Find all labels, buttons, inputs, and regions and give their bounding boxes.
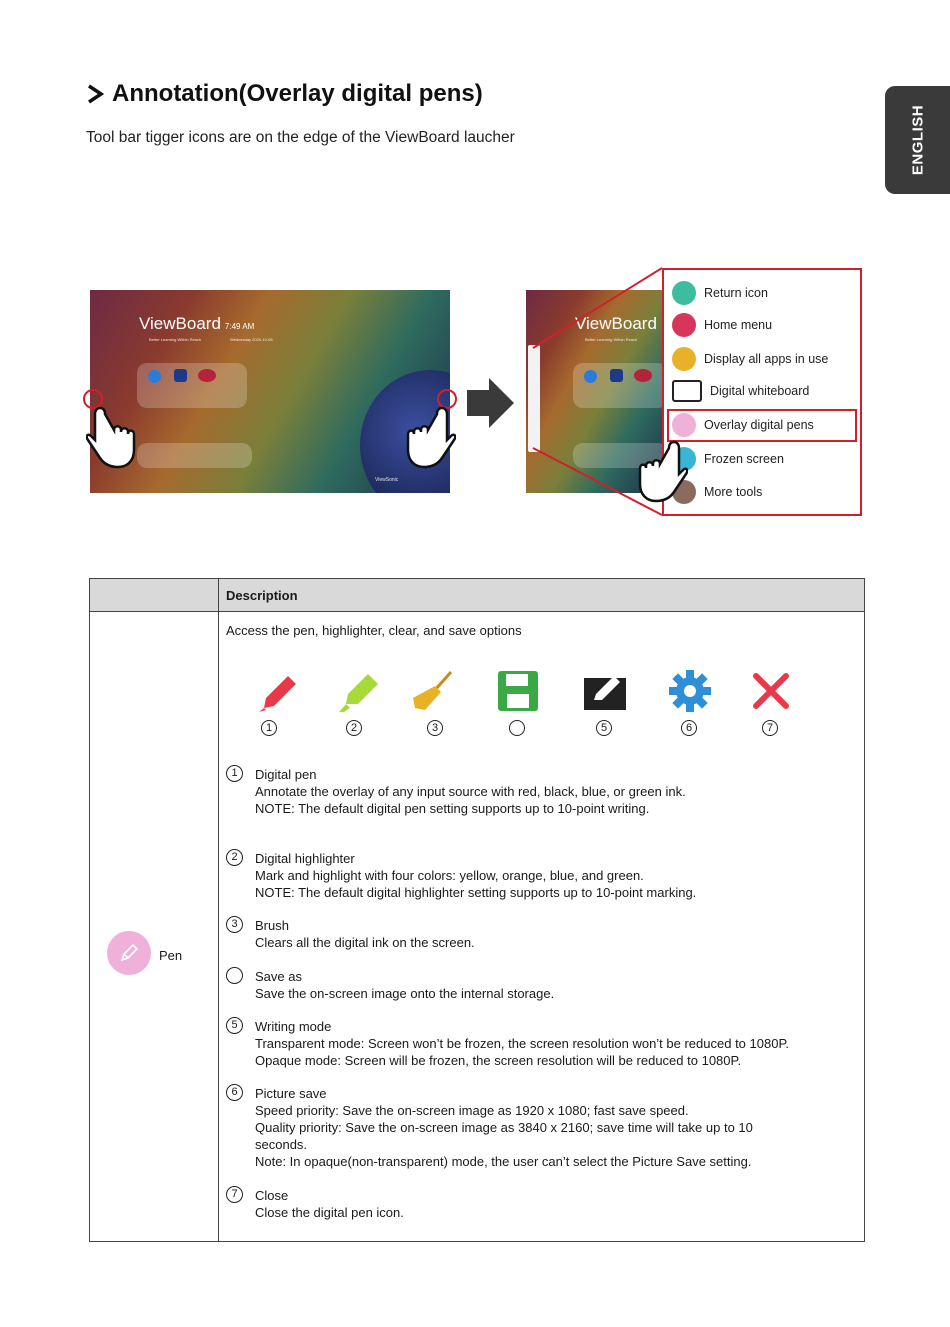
description-item (255, 1187, 404, 1221)
tap-hand-icon (86, 404, 138, 470)
description-line: Quality priority: Save the on-screen image as 3840 x 2160; save time will take up to 10 (255, 1120, 753, 1135)
page-subtitle: Tool bar tigger icons are on the edge of the ViewBoard laucher (86, 129, 515, 146)
screen-tagline: Better Learning Within Reach (149, 337, 202, 342)
browser-app-icon[interactable] (148, 370, 161, 383)
description-item (255, 1018, 789, 1069)
screen-brand: ViewSonic (375, 477, 399, 483)
language-tab (885, 86, 950, 194)
menu-item-return[interactable] (672, 281, 768, 305)
menu-item-label: Digital whiteboard (710, 384, 810, 398)
description-title: Picture save (255, 1086, 327, 1101)
description-item (255, 917, 475, 951)
description-line: NOTE: The default digital pen setting supports up to 10-point writing. (255, 801, 650, 816)
screen-logo: ViewBoard 7:49 AM (139, 314, 255, 333)
page-title (86, 80, 483, 108)
description-title: Save as (255, 969, 302, 984)
close-icon[interactable] (748, 668, 794, 714)
description-title: Digital highlighter (255, 851, 355, 866)
digital-pen-icon[interactable] (256, 668, 302, 714)
page-title-text: Annotation(Overlay digital pens) (112, 80, 483, 107)
return-icon (672, 281, 696, 305)
writing-mode-icon[interactable] (582, 668, 628, 714)
description-title: Close (255, 1188, 289, 1203)
description-line: NOTE: The default digital highlighter setting supports up to 10-point marking. (255, 885, 697, 900)
tool-number-badge: 6 (681, 720, 697, 736)
row-label-pen: Pen (159, 948, 183, 963)
pen-icon (672, 413, 696, 437)
description-line: Note: In opaque(non-transparent) mode, the user can’t select the Picture Save setting. (255, 1154, 752, 1169)
description-item (255, 1085, 753, 1170)
pen-icon (118, 942, 140, 964)
brush-icon[interactable] (411, 668, 457, 714)
menu-item-freeze[interactable] (672, 447, 784, 471)
menu-item-apps[interactable] (672, 347, 828, 371)
description-line: Transparent mode: Screen won’t be frozen, the screen resolution won’t be reduced to 1080P. (255, 1036, 790, 1051)
screen-tagline-after: Better Learning Within Reach (585, 337, 638, 342)
item-number-badge (226, 967, 243, 984)
item-number-badge: 7 (226, 1186, 243, 1203)
screen-date: Wednesday 2020-10-08 (230, 337, 273, 342)
pen-intro: Access the pen, highlighter, clear, and save options (226, 623, 522, 638)
description-line: seconds. (255, 1137, 308, 1152)
menu-item-label: Overlay digital pens (704, 418, 814, 432)
table-header (90, 579, 864, 612)
menu-item-label: More tools (704, 485, 763, 499)
vsweetspot-app-icon[interactable] (174, 369, 187, 382)
tool-number-badge: 7 (762, 720, 778, 736)
description-line: Save the on-screen image onto the internal storage. (255, 986, 555, 1001)
bottom-panel (137, 443, 252, 468)
myviewboard-app-icon[interactable] (198, 369, 216, 382)
description-line: Clears all the digital ink on the screen. (255, 935, 475, 950)
description-line: Speed priority: Save the on-screen image as 1920 x 1080; fast save speed. (255, 1103, 689, 1118)
chevron-right-icon (86, 84, 104, 104)
tool-number-badge: 3 (427, 720, 443, 736)
tool-number-badge: 2 (346, 720, 362, 736)
tool-number-badge: 1 (261, 720, 277, 736)
item-number-badge: 3 (226, 916, 243, 933)
settings-gear-icon[interactable] (667, 668, 713, 714)
tap-hand-icon-right (404, 404, 456, 470)
description-line: Close the digital pen icon. (255, 1205, 404, 1220)
description-title: Brush (255, 918, 289, 933)
whiteboard-icon (672, 380, 702, 402)
table-divider (218, 579, 219, 1241)
save-icon[interactable] (495, 668, 541, 714)
launcher-screenshot-before (90, 290, 450, 493)
menu-item-label: Frozen screen (704, 452, 784, 466)
description-title: Digital pen (255, 767, 317, 782)
item-number-badge: 5 (226, 1017, 243, 1034)
description-line: Annotate the overlay of any input source with red, black, blue, or green ink. (255, 784, 686, 799)
table-header-description: Description (226, 588, 298, 603)
apps-icon (672, 347, 696, 371)
arrow-right-icon (467, 378, 515, 428)
description-item (255, 968, 554, 1002)
digital-highlighter-icon[interactable] (336, 668, 382, 714)
description-item (255, 766, 686, 817)
tap-hand-icon-menu (636, 438, 688, 504)
tool-number-badge: 5 (596, 720, 612, 736)
language-tab-label: ENGLISH (909, 104, 926, 176)
tool-number-badge (509, 720, 525, 736)
home-icon (672, 313, 696, 337)
menu-item-home[interactable] (672, 313, 772, 337)
description-line: Mark and highlight with four colors: yellow, orange, blue, and green. (255, 868, 644, 883)
item-number-badge: 6 (226, 1084, 243, 1101)
description-title: Writing mode (255, 1019, 332, 1034)
menu-item-label: Home menu (704, 318, 773, 332)
description-line: Opaque mode: Screen will be frozen, the screen resolution will be reduced to 1080P. (255, 1053, 742, 1068)
screen-logo-after: ViewBoard (575, 314, 657, 333)
menu-item-whiteboard[interactable] (672, 380, 809, 402)
pen-badge (107, 931, 151, 975)
menu-item-pen[interactable] (672, 413, 814, 437)
item-number-badge: 1 (226, 765, 243, 782)
description-item (255, 850, 696, 901)
menu-item-label: Display all apps in use (704, 352, 829, 366)
menu-item-label: Return icon (704, 286, 768, 300)
item-number-badge: 2 (226, 849, 243, 866)
